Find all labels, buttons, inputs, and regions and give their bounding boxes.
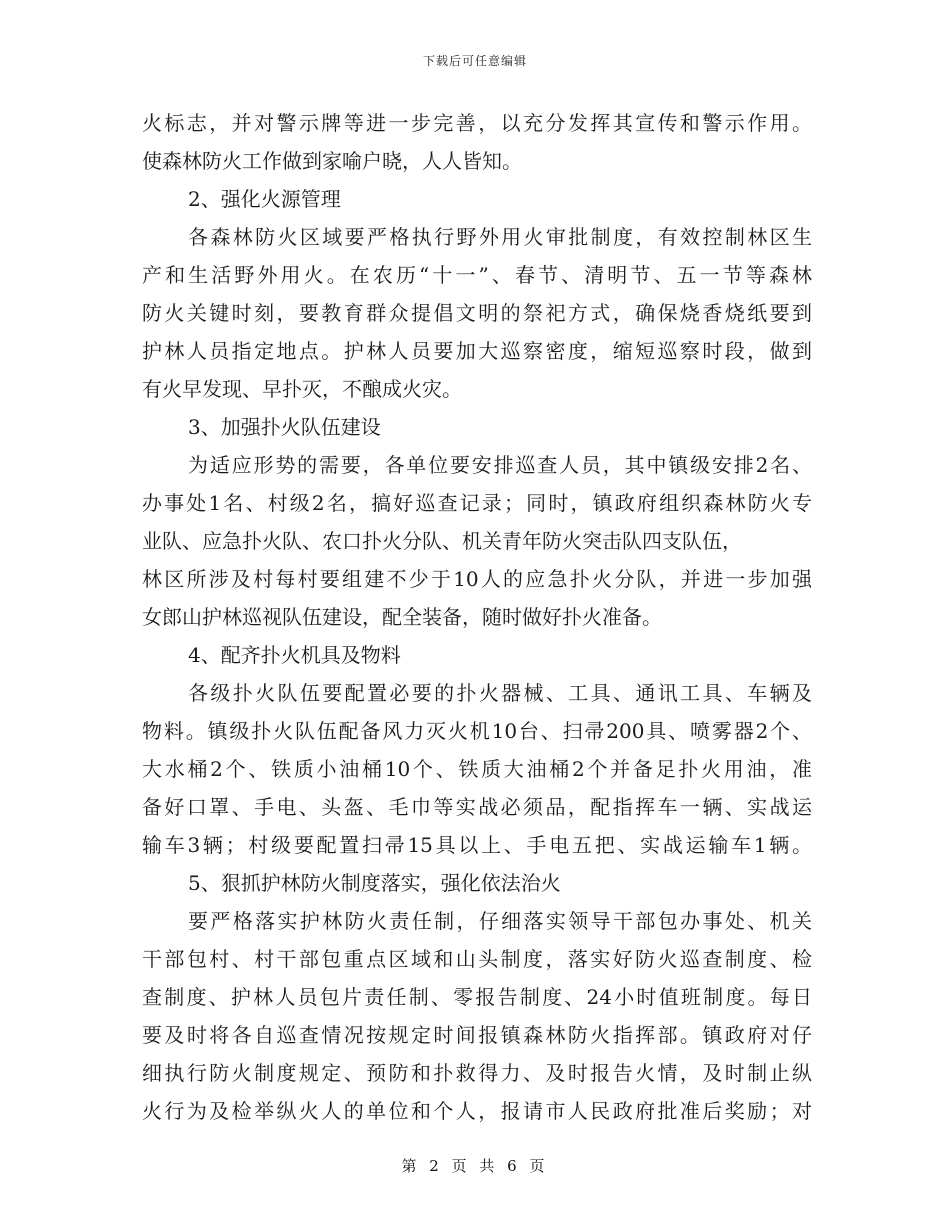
text-line: 有火早发现、早扑灭，不酿成火灾。 <box>142 377 462 401</box>
text-line: 防火关键时刻，要教育群众提倡文明的祭祀方式，确保烧香烧纸要到 <box>142 301 812 325</box>
page-header: 下载后可任意编辑 <box>422 54 527 68</box>
text-line: 细执行防火制度规定、预防和扑救得力、及时报告火情，及时制止纵 <box>142 1061 812 1085</box>
text-line: 5、狠抓护林防火制度落实，强化依法治火 <box>188 871 561 895</box>
text-line: 为适应形势的需要，各单位要安排巡查人员，其中镇级安排2名、 <box>188 453 812 477</box>
text-line: 各森林防火区域要严格执行野外用火审批制度，有效控制林区生 <box>188 225 812 249</box>
document-body <box>142 104 812 1130</box>
text-line: 产和生活野外用火。在农历“十一”、春节、清明节、五一节等森林 <box>142 263 812 287</box>
text-line: 火行为及检举纵火人的单位和个人，报请市人民政府批准后奖励；对 <box>142 1099 812 1123</box>
text-line: 备好口罩、手电、头盔、毛巾等实战必须品，配指挥车一辆、实战运 <box>142 795 812 819</box>
page-number-footer: 第 2 页 共 6 页 <box>401 1157 549 1175</box>
text-line: 火标志，并对警示牌等进一步完善，以充分发挥其宣传和警示作用。 <box>142 111 812 135</box>
text-line: 护林人员指定地点。护林人员要加大巡察密度，缩短巡察时段，做到 <box>142 339 812 363</box>
text-line: 4、配齐扑火机具及物料 <box>188 643 401 667</box>
text-line: 输车3辆；村级要配置扫帚15具以上、手电五把、实战运输车1辆。 <box>142 833 812 857</box>
text-line: 2、强化火源管理 <box>188 187 341 211</box>
text-line: 要严格落实护林防火责任制，仔细落实领导干部包办事处、机关 <box>188 909 812 933</box>
text-line: 3、加强扑火队伍建设 <box>188 415 381 439</box>
text-line: 干部包村、村干部包重点区域和山头制度，落实好防火巡查制度、检 <box>142 947 812 971</box>
text-line: 林区所涉及村每村要组建不少于10人的应急扑火分队，并进一步加强 <box>142 567 812 591</box>
text-line: 女郎山护林巡视队伍建设，配全装备，随时做好扑火准备。 <box>142 605 662 629</box>
text-line: 大水桶2个、铁质小油桶10个、铁质大油桶2个并备足扑火用油，准 <box>142 757 812 781</box>
text-line: 查制度、护林人员包片责任制、零报告制度、24小时值班制度。每日 <box>142 985 812 1009</box>
text-line: 办事处1名、村级2名，搞好巡查记录；同时，镇政府组织森林防火专 <box>142 491 812 515</box>
text-line: 业队、应急扑火队、农口扑火分队、机关青年防火突击队四支队伍， <box>142 529 742 553</box>
text-line: 各级扑火队伍要配置必要的扑火器械、工具、通讯工具、车辆及 <box>188 681 812 705</box>
text-line: 使森林防火工作做到家喻户晓，人人皆知。 <box>142 149 522 173</box>
text-line: 物料。镇级扑火队伍配备风力灭火机10台、扫帚200具、喷雾器2个、 <box>142 719 812 743</box>
text-line: 要及时将各自巡查情况按规定时间报镇森林防火指挥部。镇政府对仔 <box>142 1023 812 1047</box>
